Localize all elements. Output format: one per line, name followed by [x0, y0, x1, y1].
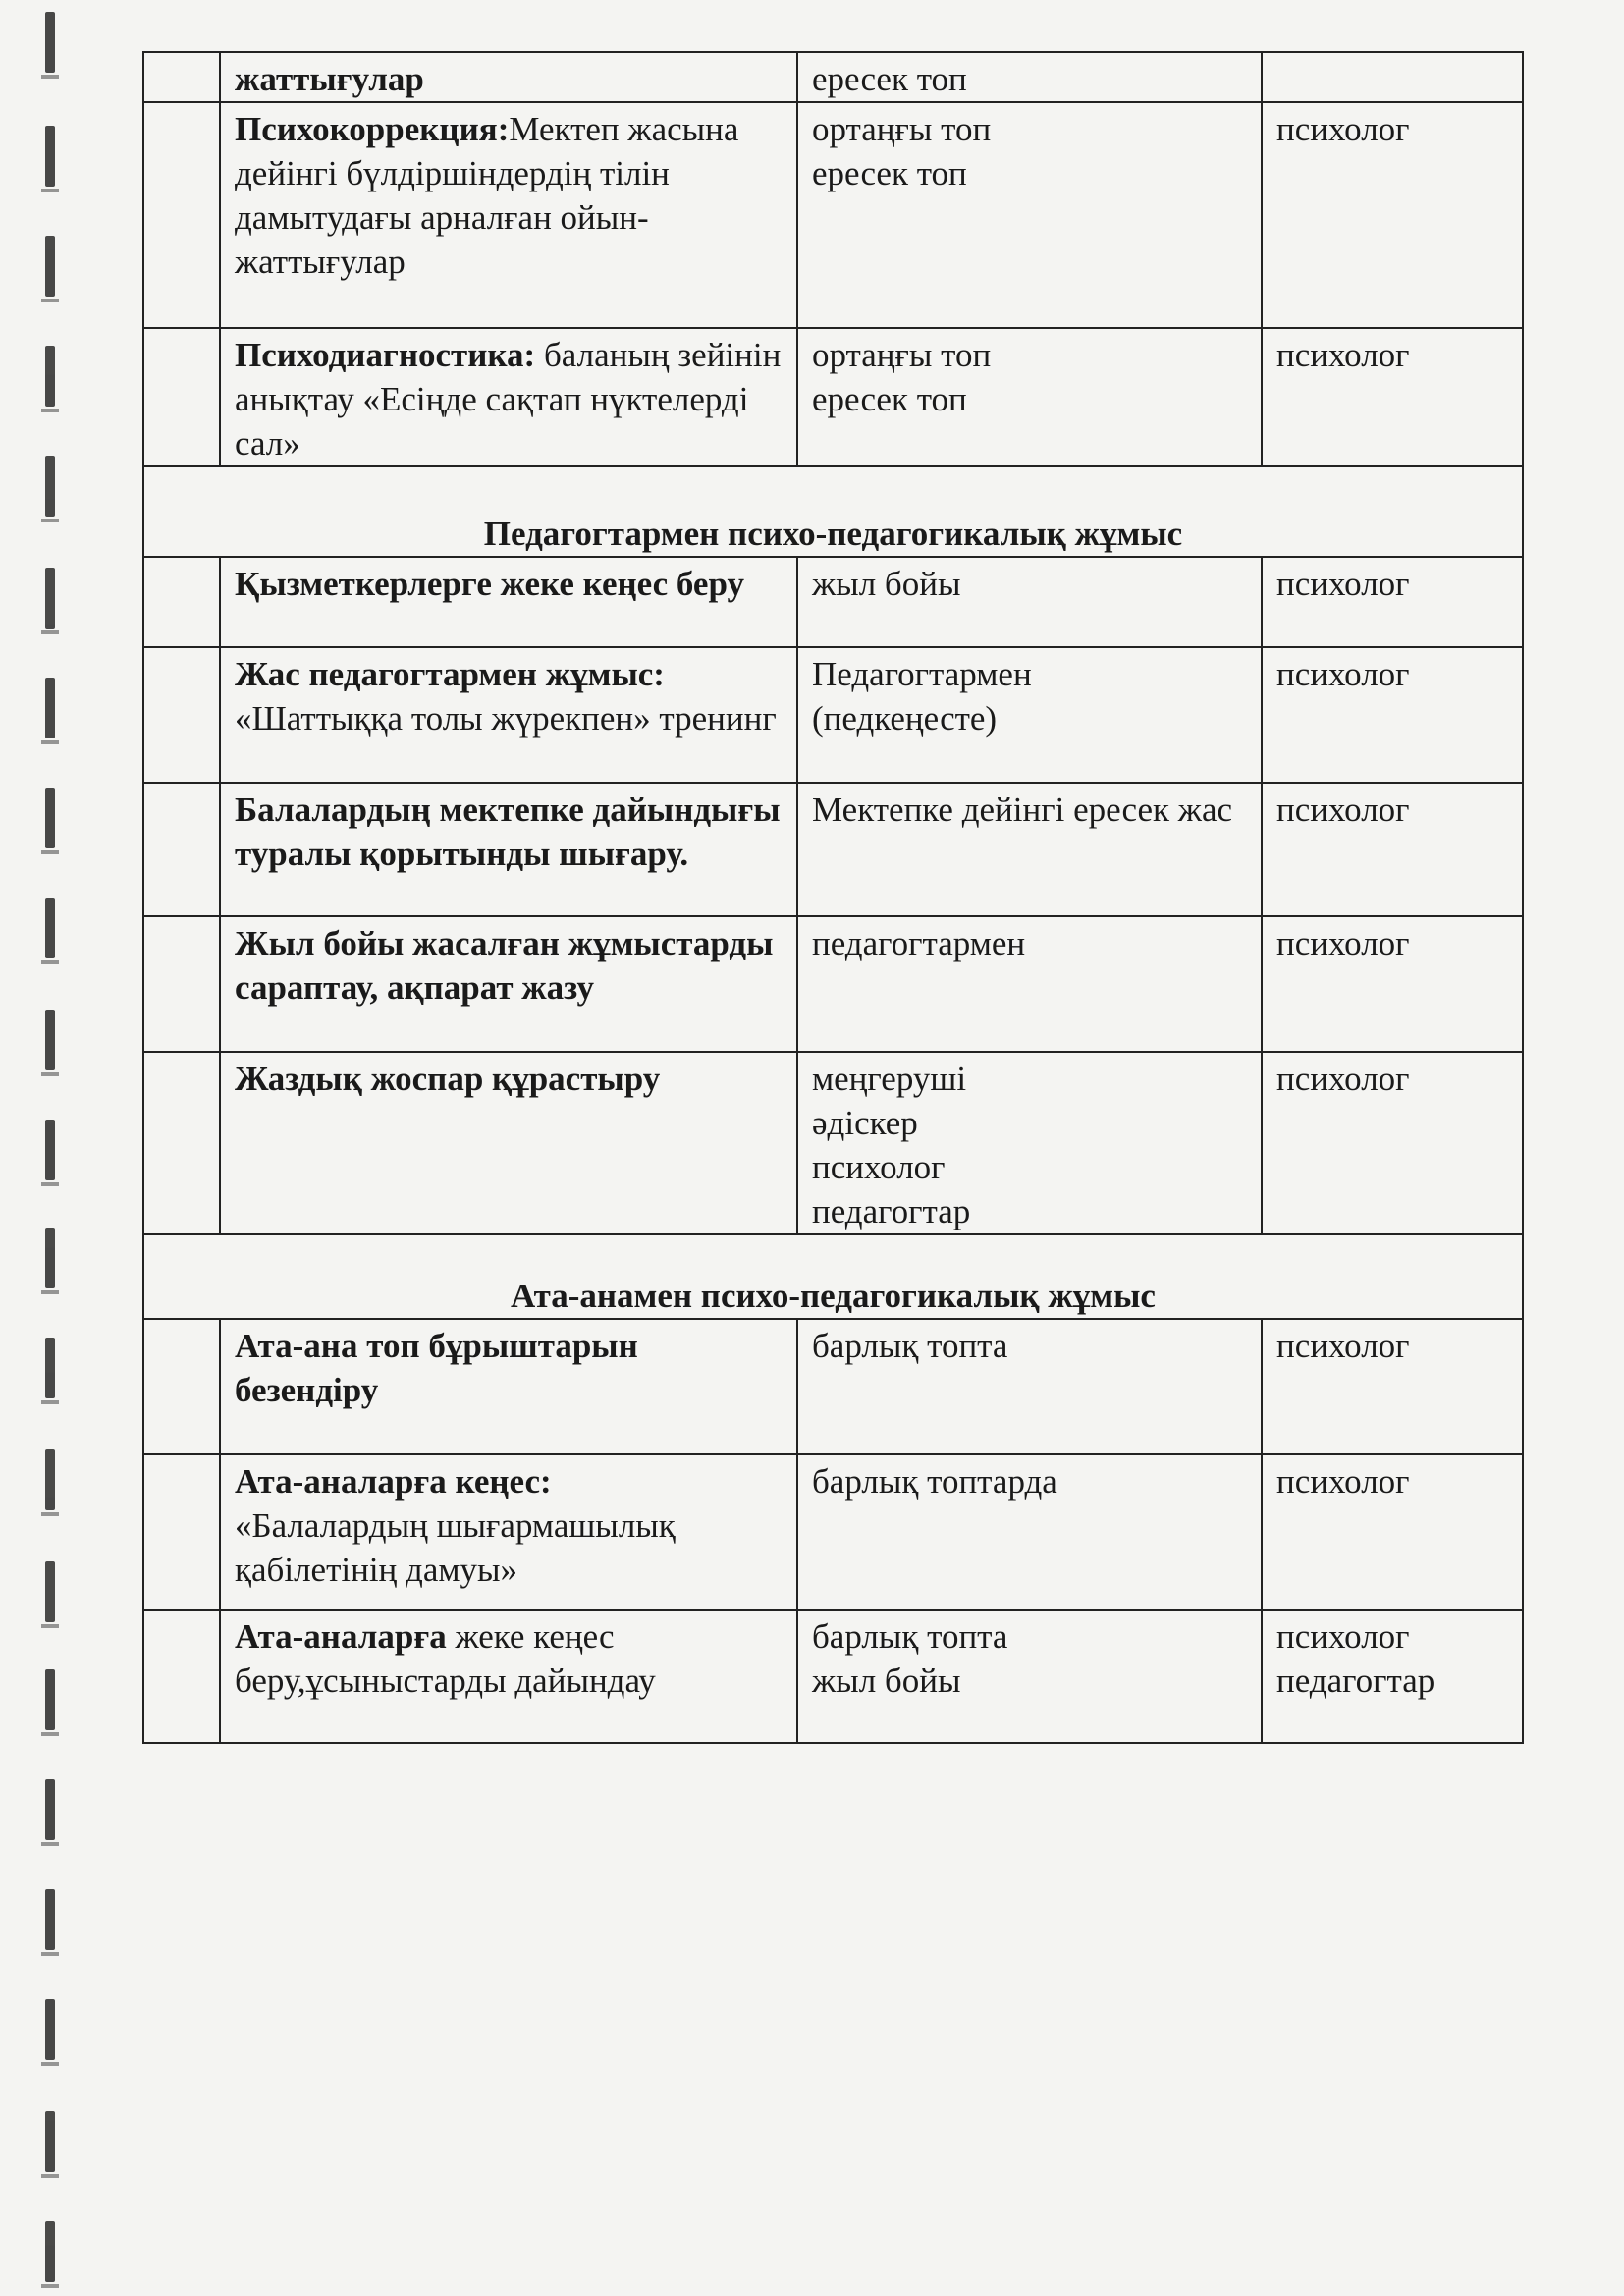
- activity-title: Ата-аналарға: [235, 1617, 447, 1656]
- number-cell: [143, 647, 220, 783]
- responsible-cell: психолог: [1262, 1454, 1523, 1610]
- spiral-binding: [0, 0, 118, 2296]
- table-row: [143, 916, 1523, 1052]
- activity-cell: [220, 647, 797, 783]
- activity-title: Қызметкерлерге жеке кеңес беру: [235, 565, 744, 603]
- activity-title: жаттығулар: [235, 60, 424, 98]
- table-row: [143, 1454, 1523, 1610]
- activity-text: «Балалардың шығармашылық қабілетінің дамуы»: [235, 1506, 676, 1589]
- number-cell: [143, 102, 220, 328]
- responsible-cell: психолог: [1262, 1319, 1523, 1454]
- section-title: Педагогтармен психо-педагогикалық жұмыс: [143, 466, 1523, 557]
- responsible-cell: психолог: [1262, 916, 1523, 1052]
- number-cell: [143, 557, 220, 647]
- activity-text: баланың зейінін анықтау «Есіңде сақтап нүктелерді сал»: [235, 336, 782, 463]
- activity-text: жеке кеңес беру,ұсыныстарды дайындау: [235, 1617, 656, 1700]
- group-cell: ортаңғы топ ересек топ: [797, 328, 1262, 466]
- work-plan-table: [142, 51, 1524, 1744]
- group-cell: жыл бойы: [797, 557, 1262, 647]
- responsible-cell: психолог: [1262, 647, 1523, 783]
- activity-title: Жыл бойы жасалған жұмыстарды сараптау, ақпарат жазу: [235, 924, 774, 1007]
- section-title: Ата-анамен психо-педагогикалық жұмыс: [143, 1234, 1523, 1319]
- responsible-cell: психолог: [1262, 557, 1523, 647]
- number-cell: [143, 1454, 220, 1610]
- number-cell: [143, 1052, 220, 1234]
- number-cell: [143, 1610, 220, 1743]
- responsible-cell: психолог: [1262, 783, 1523, 916]
- number-cell: [143, 1319, 220, 1454]
- group-cell: барлық топта: [797, 1319, 1262, 1454]
- table-row: [143, 1319, 1523, 1454]
- section-row: [143, 1234, 1523, 1319]
- group-cell: барлық топтарда: [797, 1454, 1262, 1610]
- responsible-cell: психолог: [1262, 102, 1523, 328]
- table-row: [143, 783, 1523, 916]
- activity-cell: [220, 328, 797, 466]
- group-cell: меңгеруші әдіскер психолог педагогтар: [797, 1052, 1262, 1234]
- table-row: [143, 1052, 1523, 1234]
- activity-text: «Шаттыққа толы жүрекпен» тренинг: [235, 699, 777, 738]
- activity-cell: [220, 102, 797, 328]
- activity-cell: [220, 557, 797, 647]
- table-row: [143, 1610, 1523, 1743]
- group-cell: Мектепке дейінгі ересек жас: [797, 783, 1262, 916]
- responsible-cell: психолог: [1262, 1052, 1523, 1234]
- group-cell: ортаңғы топ ересек топ: [797, 102, 1262, 328]
- responsible-cell: психолог: [1262, 328, 1523, 466]
- activity-cell: [220, 52, 797, 102]
- activity-cell: [220, 783, 797, 916]
- activity-cell: [220, 1319, 797, 1454]
- responsible-cell: [1262, 52, 1523, 102]
- section-row: [143, 466, 1523, 557]
- table-row: [143, 647, 1523, 783]
- activity-cell: [220, 1454, 797, 1610]
- number-cell: [143, 783, 220, 916]
- table-row: [143, 557, 1523, 647]
- activity-title: Жас педагогтармен жұмыс:: [235, 655, 665, 693]
- activity-title: Ата-аналарға кеңес:: [235, 1462, 552, 1501]
- responsible-cell: психолог педагогтар: [1262, 1610, 1523, 1743]
- activity-cell: [220, 1610, 797, 1743]
- activity-cell: [220, 1052, 797, 1234]
- group-cell: барлық топта жыл бойы: [797, 1610, 1262, 1743]
- group-cell: Педагогтармен (педкеңесте): [797, 647, 1262, 783]
- activity-cell: [220, 916, 797, 1052]
- activity-title: Жаздық жоспар құрастыру: [235, 1060, 661, 1098]
- group-cell: педагогтармен: [797, 916, 1262, 1052]
- table-row: [143, 102, 1523, 328]
- table-row: [143, 52, 1523, 102]
- table-row: [143, 328, 1523, 466]
- number-cell: [143, 52, 220, 102]
- activity-title: Балалардың мектепке дайындығы туралы қорытынды шығару.: [235, 791, 781, 873]
- activity-title: Психокоррекция:: [235, 110, 510, 148]
- number-cell: [143, 916, 220, 1052]
- group-cell: ересек топ: [797, 52, 1262, 102]
- activity-title: Ата-ана топ бұрыштарын безендіру: [235, 1327, 638, 1409]
- number-cell: [143, 328, 220, 466]
- activity-title: Психодиагностика:: [235, 336, 536, 374]
- activity-text: Мектеп жасына дейінгі бүлдіршіндердің тілін дамытудағы арналған ойын-жаттығулар: [235, 110, 739, 281]
